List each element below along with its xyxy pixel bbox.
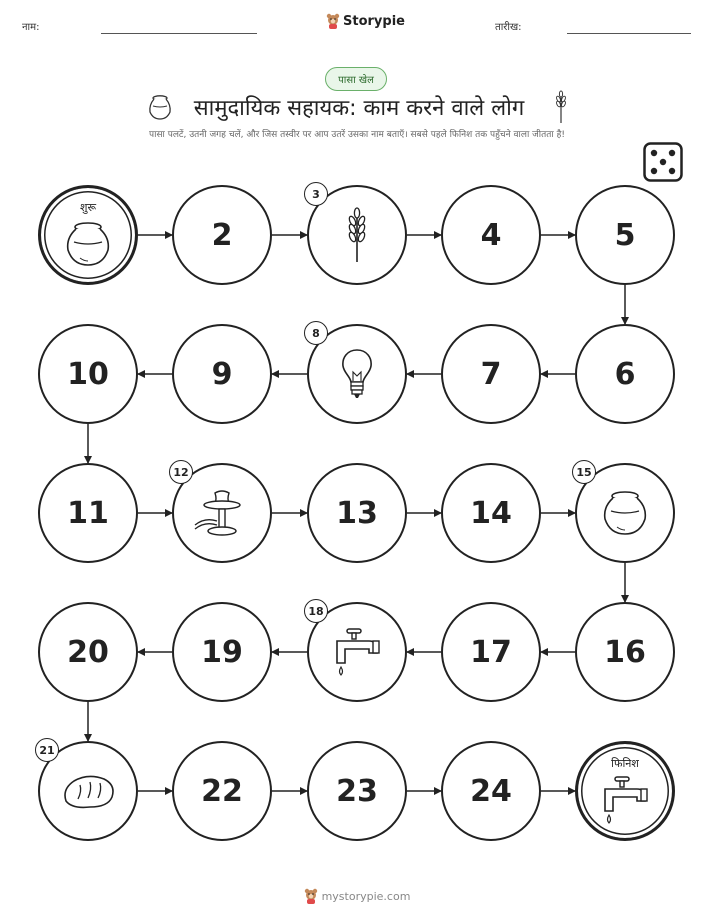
start-label: शुरू <box>79 201 97 214</box>
board-space-1 <box>38 185 138 285</box>
board-space-22 <box>172 741 272 841</box>
dice-five-icon <box>643 142 683 182</box>
brand-logo <box>326 13 405 29</box>
board-space-20 <box>38 602 138 702</box>
space-number: 16 <box>604 634 646 670</box>
space-number-tag: 21 <box>35 738 59 762</box>
space-number: 22 <box>201 773 243 809</box>
space-number: 11 <box>67 495 109 531</box>
board-space-4 <box>441 185 541 285</box>
bread-icon <box>60 771 116 811</box>
water-tap-icon <box>601 775 649 825</box>
board-space-9 <box>172 324 272 424</box>
board-space-16 <box>575 602 675 702</box>
board-space-17 <box>441 602 541 702</box>
space-number: 7 <box>480 356 502 392</box>
board-space-5 <box>575 185 675 285</box>
board-space-24 <box>441 741 541 841</box>
space-number: 9 <box>211 356 233 392</box>
board-space-14 <box>441 463 541 563</box>
name-label: नाम: <box>22 22 40 33</box>
lightbulb-icon <box>340 348 374 400</box>
date-field[interactable] <box>567 33 691 34</box>
board-space-10 <box>38 324 138 424</box>
finish-label: फिनिश <box>611 757 639 770</box>
board-space-7 <box>441 324 541 424</box>
board-space-6 <box>575 324 675 424</box>
name-field[interactable] <box>101 33 257 34</box>
space-number-tag: 3 <box>304 182 328 206</box>
space-number: 23 <box>336 773 378 809</box>
pot-icon <box>60 220 116 268</box>
game-type-badge: पासा खेल <box>325 67 387 91</box>
footer <box>0 888 714 904</box>
space-number-tag: 18 <box>304 599 328 623</box>
potters-wheel-icon <box>191 487 253 539</box>
space-number: 6 <box>614 356 636 392</box>
board-space-11 <box>38 463 138 563</box>
space-number-tag: 15 <box>572 460 596 484</box>
date-label: तारीख: <box>495 22 522 33</box>
brand-name: Storypie <box>343 13 405 29</box>
page-title-row <box>0 90 714 124</box>
instructions: पासा पलटें, उतनी जगह चलें, और जिस तस्वीर पर आप उतरें उसका नाम बताएँ। सबसे पहले फिनिश तक पहुँचने वाला जीतता है! <box>149 130 565 140</box>
wheat-icon <box>344 207 370 263</box>
board-space-2 <box>172 185 272 285</box>
pot-icon <box>145 93 175 121</box>
space-number: 2 <box>211 217 233 253</box>
space-number: 24 <box>470 773 512 809</box>
space-number: 20 <box>67 634 109 670</box>
board-space-25 <box>575 741 675 841</box>
board-space-23 <box>307 741 407 841</box>
space-number-tag: 12 <box>169 460 193 484</box>
pot-icon <box>597 489 653 537</box>
wheat-icon <box>553 90 569 124</box>
space-number: 10 <box>67 356 109 392</box>
bear-mascot-icon <box>326 13 340 29</box>
page-title: सामुदायिक सहायक: काम करने वाले लोग <box>193 96 525 121</box>
space-number: 14 <box>470 495 512 531</box>
water-tap-icon <box>333 627 381 677</box>
space-number: 17 <box>470 634 512 670</box>
space-number: 4 <box>480 217 502 253</box>
space-number: 19 <box>201 634 243 670</box>
board-space-19 <box>172 602 272 702</box>
board-space-13 <box>307 463 407 563</box>
space-number: 13 <box>336 495 378 531</box>
space-number: 5 <box>614 217 636 253</box>
footer-url: mystorypie.com <box>321 889 411 903</box>
bear-mascot-icon <box>304 888 318 904</box>
space-number-tag: 8 <box>304 321 328 345</box>
